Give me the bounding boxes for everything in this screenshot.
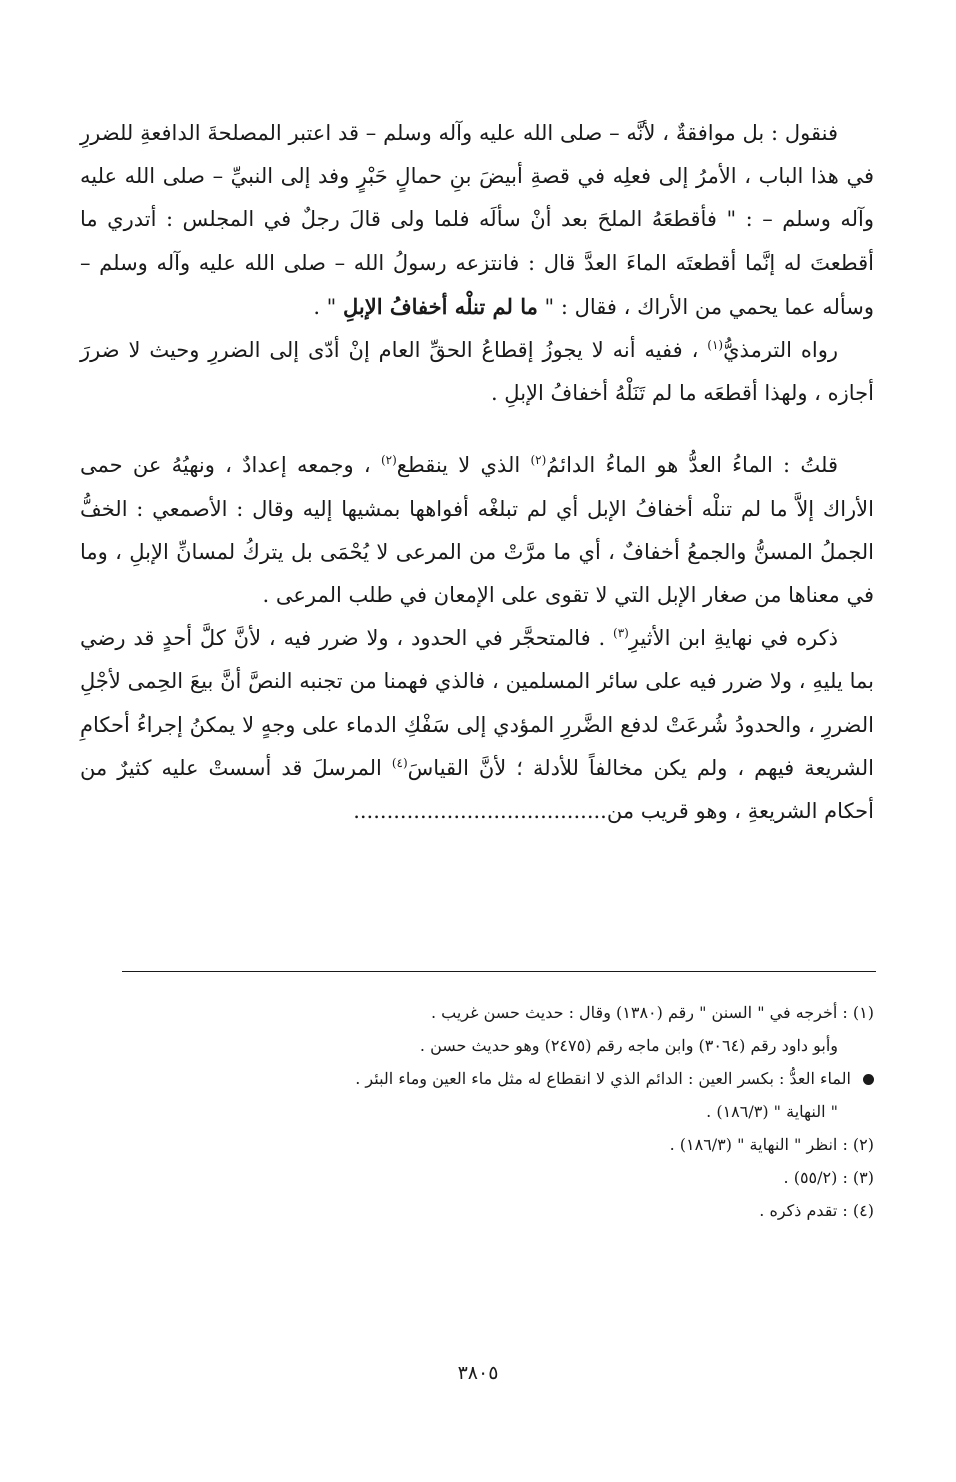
hadith-quote: ما لم تنلْه أخفافُ الإبلِ [343,293,538,319]
footnote-1-source: " النهاية " (١٨٦/٣) . [706,1102,838,1121]
paragraph-4-text-a: ذكره في نهايةِ ابن الأثيرِ [628,626,839,651]
paragraph-3 [80,444,874,617]
paragraph-3-text-a: قلتُ : الماءُ العدُّ هو الماءُ الدائمُ [546,453,838,478]
footnote-4: (٤) : تقدم ذكره . [759,1201,874,1220]
footnote-1: (١) : أخرجه في " السنن " رقم (١٣٨٠) وقال : حديث حسن غريب . [430,1003,874,1022]
paragraph-3-text-b: الذي لا ينقطع [396,453,521,478]
footnote-ref-2b[interactable]: (٢) [380,453,397,468]
paragraph-1 [80,112,874,329]
paragraph-2-text-a: رواه الترمذيُّ [723,338,838,363]
paragraph-4 [80,617,874,833]
footnote-ref-4[interactable]: (٤) [391,755,408,770]
paragraph-1-end: " . [313,294,337,319]
footnote-ref-1[interactable]: (١) [707,338,724,353]
paragraph-4-text-c: المرسلَ قد أسستْ عليه كثيرٌ من أحكام الشريعةِ ، وهو قريب من...................................... [80,755,874,824]
footnotes [80,996,874,1227]
paragraph-2 [80,329,874,415]
footnote-1-continued: وأبو داود رقم (٣٠٦٤) وابن ماجه رقم (٢٤٧٥) وهو حديث حسن . [419,1036,838,1055]
bullet-icon [863,1074,874,1085]
footnote-2: (٢) : انظر " النهاية " (١٨٦/٣) . [669,1135,874,1154]
footnote-1-bullet-text: الماء العدُّ : بكسر العين : الدائم الذي لا انقطاع له مثل ماء العين وماء البئر . [355,1069,851,1088]
footnote-ref-3[interactable]: (٣) [613,626,629,641]
page-number: ٣٨٠٥ [457,1362,499,1384]
footnote-3: (٣) : (٥٥/٢) . [783,1168,874,1187]
footnote-divider [122,971,876,972]
main-text [80,112,874,833]
paragraph-3-text-c: ، وجمعه إعدادٌ ، ونهيُهُ عن حمى الأراك إلاَّ ما لم تنلْه أخفافُ الإبل أي لم تبلغْه أفواهها بمشيها إليه وقال : الأصمعي : الخفُّ الجملُ المسنُّ والجمعُ أخفافٌ ، أي ما مرَّتْ من المرعى لا يُحْمَى بل يتركُ لمسانِّ الإبلِ ، وما في معناها من صغار الإبل التي لا تقوى على الإمعان في طلب المرعى . [80,453,874,608]
paragraph-1-text: فنقول : بل موافقةٌ ، لأنَّه – صلى الله عليه وآله وسلم – قد اعتبر المصلحةَ الدافعةِ للضررِ في هذا الباب ، الأمرُ إلى فعلِه في قصةِ أبيضَ بنِ حمالٍ حَبْرٍ وفد إلى النبيِّ – صلى الله عليه وآله وسلم – : " فأقطعَهُ الملحَ بعد أنْ سألَه فلما ولى قالَ رجلٌ في المجلس : أتدري ما أقطعتَ له إنَّما أقطعتَه الماءَ العدَّ قال : فانتزعه رسولُ الله – صلى الله عليه وآله وسلم – وسأله عما يحمي من الأراك ، فقال : " [80,121,874,319]
paragraph-2-text-b: ، ففيه أنه لا يجوزُ إقطاعُ الحقِّ العام إنْ أدّى إلى الضررِ وحيث لا ضررَ أجازه ، ولهذا أقطعَه ما لم تَنَلْهُ أخفافُ الإبلِ . [80,338,874,406]
footnote-ref-2a[interactable]: (٢) [530,453,547,468]
footnote-1-bullet [80,1062,874,1095]
paragraph-4-text-b: . فالمتحجَّر في الحدود ، ولا ضرر فيه ، لأنَّ كلَّ أحدٍ قد رضي بما يليهِ ، ولا ضرر فيه على سائر المسلمين ، فالذي فهمنا من تجنبه النصَّ أنَّ بيعَ الحِمى لأجْلِ الضررِ ، والحدودُ شُرعَتْ لدفع الضَّررِ المؤدي إلى سَفْكِ الدماء على وجهٍ لا يمكنُ إجراءُ أحكامِ الشريعة فيهم ، ولم يكن مخالفاً للأدلة ؛ لأنَّ القياسَ [80,626,874,780]
